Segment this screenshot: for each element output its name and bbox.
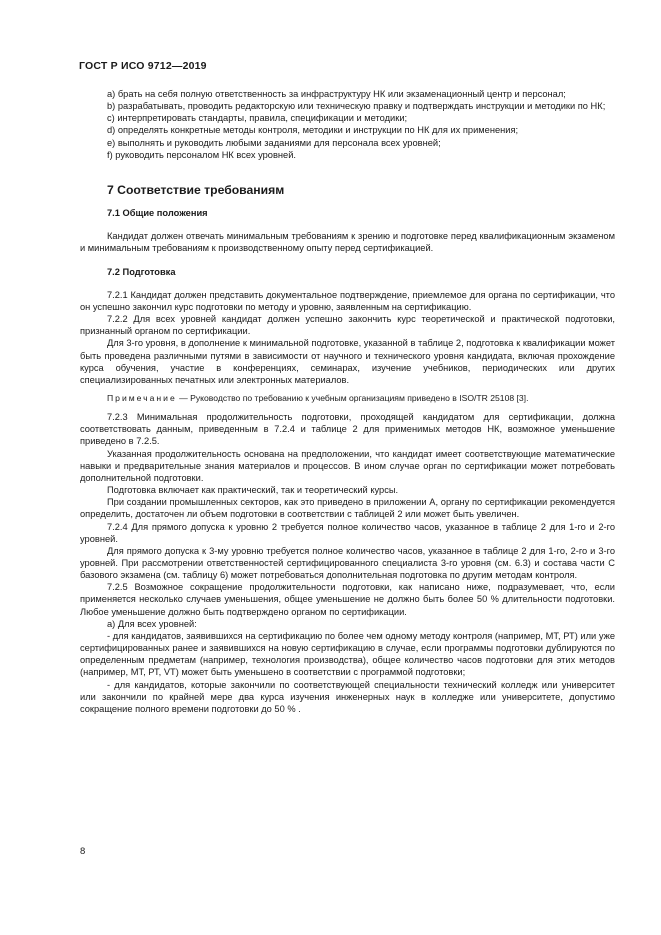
paragraph: 7.2.2 Для всех уровней кандидат должен успешно закончить курс теоретической и практической подготовки, признанный органом по сертификации.: [80, 314, 615, 337]
paragraph: - для кандидатов, которые закончили по соответствующей специальности технический колледж или университет или закончили по крайней мере два курса изучения инженерных наук в колледже или университете, допустимо сокращение полного времени подготовки до 50 % .: [80, 679, 615, 714]
paragraph: а) Для всех уровней:: [107, 618, 197, 629]
paragraph: Подготовка включает как практический, так и теоретический курсы.: [107, 485, 399, 496]
paragraph: Кандидат должен отвечать минимальным требованиям к зрению и подготовке перед квалификационным экзаменом и минимальным требованиям к производственному опыту перед сертификацией.: [80, 231, 615, 254]
paragraph: Указанная продолжительность основана на предположении, что кандидат имеет соответствующие математические навыки и предварительные знания материалов и процессов. В ином случае орган по сертификации может потребовать дополнительной подготовки.: [80, 448, 615, 483]
list-item: e) выполнять и руководить любыми заданиями для персонала всех уровней;: [107, 137, 441, 148]
page-number: 8: [80, 846, 86, 857]
list-item: a) брать на себя полную ответственность за инфраструктуру НК или экзаменационный центр и персонал;: [107, 89, 566, 99]
paragraph: Для прямого допуска к 3-му уровню требуется полное количество часов, указанное в таблице 2 для 1-го, 2-го и 3-го уровней. При рассмотрении ответственностей сертифицированного специалиста 3-го уровня (см. 6.3) и состава части С базового экзамена (см. таблицу 6) может потребоваться дополнительная подготовка по другим методам контроля.: [80, 545, 615, 581]
subsection-heading: 7.1 Общие положения: [107, 208, 208, 219]
paragraph: 7.2.1 Кандидат должен представить документальное подтверждение, приемлемое для органа по сертификации, что он успешно закончил курс подготовки по методу и уровню, заявленным на сертификацию.: [80, 289, 615, 312]
section-heading: 7 Соответствие требованиям: [107, 182, 285, 197]
paragraph: 7.2.3 Минимальная продолжительность подготовки, проходящей кандидатом для сертификации, должна соответствовать данным, приведенным в 7.2.4 и таблице 2 для применимых методов НК, возможное уменьшение приведено в 7.2.5.: [80, 412, 615, 447]
paragraph: Для 3-го уровня, в дополнение к минимальной подготовке, указанной в таблице 2, подготовка к квалификации может быть проведена различными путями в зависимости от научного и технического уровня кандидата, включая прохождение курса обучения, участие в конференциях, семинарах, изучение учебников, периодических или других специализированных печатных или электронных материалов.: [80, 338, 615, 385]
list-item: d) определять конкретные методы контроля, методики и инструкции по НК для их применения;: [107, 125, 519, 136]
note: [80, 392, 615, 404]
document-header: ГОСТ Р ИСО 9712—2019: [79, 60, 207, 72]
list-item: b) разрабатывать, проводить редакторскую или техническую правку и подтверждать инструкции и методики по НК;: [107, 101, 606, 112]
list-item: f) руководить персоналом НК всех уровней.: [107, 149, 296, 160]
list-item: c) интерпретировать стандарты, правила, спецификации и методики;: [107, 113, 408, 124]
paragraph: 7.2.4 Для прямого допуска к уровню 2 требуется полное количество часов, указанное в таблице 2 для 1-го и 2-го уровней.: [80, 521, 615, 544]
note-text: — Руководство по требованию к учебным организациям приведено в ISO/TR 25108 [3].: [176, 392, 529, 403]
responsibilities-list: [80, 88, 615, 161]
note-label: Примечание: [107, 392, 177, 403]
paragraph: - для кандидатов, заявившихся на сертификацию по более чем одному методу контроля (например, МТ, РТ) или уже сертифицированных ранее и заявившихся на новую сертификацию в случае, если программы подготовки дублируются по определенным предметам (например, технология производства), общее количество часов подготовки для этих методов (например, МТ, РТ, VT) может быть уменьшено в соответствии с программой подготовки;: [80, 630, 615, 678]
document-body: [80, 88, 615, 715]
paragraph: 7.2.5 Возможное сокращение продолжительности подготовки, как написано ниже, подразумевает, что, если применяется несколько случаев уменьшения, общее уменьшение не должно быть более 50 % длительности подготовки. Любое уменьшение должно быть подтверждено органом по сертификации.: [80, 582, 615, 617]
paragraph: При создании промышленных секторов, как это приведено в приложении А, органу по сертификации рекомендуется определить, достаточен ли объем подготовки в соответствии с таблицей 2 или может быть увеличен.: [80, 497, 615, 520]
subsection-heading: 7.2 Подготовка: [107, 266, 176, 277]
